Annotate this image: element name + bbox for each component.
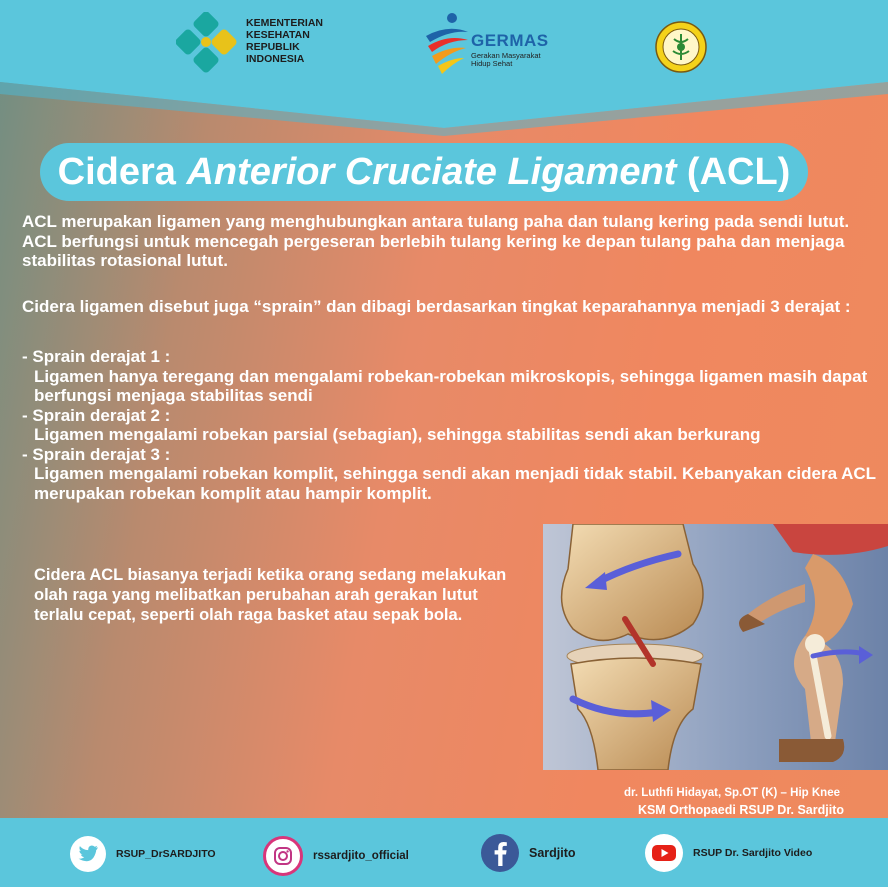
department-credit: KSM Orthopaedi RSUP Dr. Sardjito [637,803,844,817]
kemenkes-text [246,17,323,65]
germas-title: GERMAS [471,31,549,50]
youtube-icon [645,834,683,872]
twitter-link[interactable] [70,836,216,872]
page-title [40,143,808,201]
kemenkes-line: INDONESIA [246,53,305,65]
germas-sub-line: Gerakan Masyarakat [471,51,541,60]
sprain-title: - Sprain derajat 1 : [22,347,171,366]
title-italic: Anterior Cruciate Ligament [186,151,677,193]
youtube-link[interactable] [645,834,812,872]
title-plain: Cidera [57,151,187,193]
germas-subtitle [471,52,541,68]
sprain-description: Ligamen mengalami robekan parsial (sebagian), sehingga stabilitas sendi akan berkurang [34,425,761,444]
kemenkes-line: REPUBLIK [246,41,300,53]
youtube-handle: RSUP Dr. Sardjito Video [693,847,813,859]
knee-injury-illustration [543,524,888,770]
instagram-icon [263,836,303,876]
facebook-icon [481,834,519,872]
cause-paragraph: Cidera ACL biasanya terjadi ketika orang sedang melakukan olah raga yang melibatkan perubahan arah gerakan lutut terlalu cepat, seperti olah raga basket atau sepak bola. [34,566,507,624]
germas-sub-line: Hidup Sehat [471,59,513,68]
facebook-handle: Sardjito [529,846,576,860]
instagram-handle: rssardjito_official [313,850,409,862]
sprain-description: Ligamen hanya teregang dan mengalami robekan-robekan mikroskopis, sehingga ligamen masih dapat berfungsi menjaga stabilitas sendi [34,366,868,405]
sprain-intro-paragraph: Cidera ligamen disebut juga “sprain” dan dibagi berdasarkan tingkat keparahannya menjadi 3 derajat : [22,297,851,316]
author-credit: dr. Luthfi Hidayat, Sp.OT (K) – Hip Knee [624,787,840,799]
sprain-title: - Sprain derajat 2 : [22,405,171,425]
kemenkes-line: KESEHATAN [246,29,310,41]
intro-paragraph: ACL merupakan ligamen yang menghubungkan antara tulang paha dan tulang kering pada sendi lutut. ACL berfungsi untuk mencegah pergeseran berlebih tulang kering ke depan tulang paha dan menjaga stabilitas rotasional lutut. [22,212,850,270]
title-suffix: (ACL) [676,151,791,193]
twitter-handle: RSUP_DrSARDJITO [116,848,216,860]
hospital-seal-icon [655,21,707,73]
sprain-list [22,347,882,503]
kemenkes-line: KEMENTERIAN [246,17,324,29]
sprain-description: Ligamen mengalami robekan komplit, sehingga sendi akan menjadi tidak stabil. Kebanyakan cidera ACL merupakan robekan komplit atau hampir komplit. [34,464,876,503]
instagram-link[interactable] [263,836,409,876]
twitter-icon [70,836,106,872]
facebook-link[interactable] [481,834,576,872]
sprain-title: - Sprain derajat 3 : [22,444,171,464]
